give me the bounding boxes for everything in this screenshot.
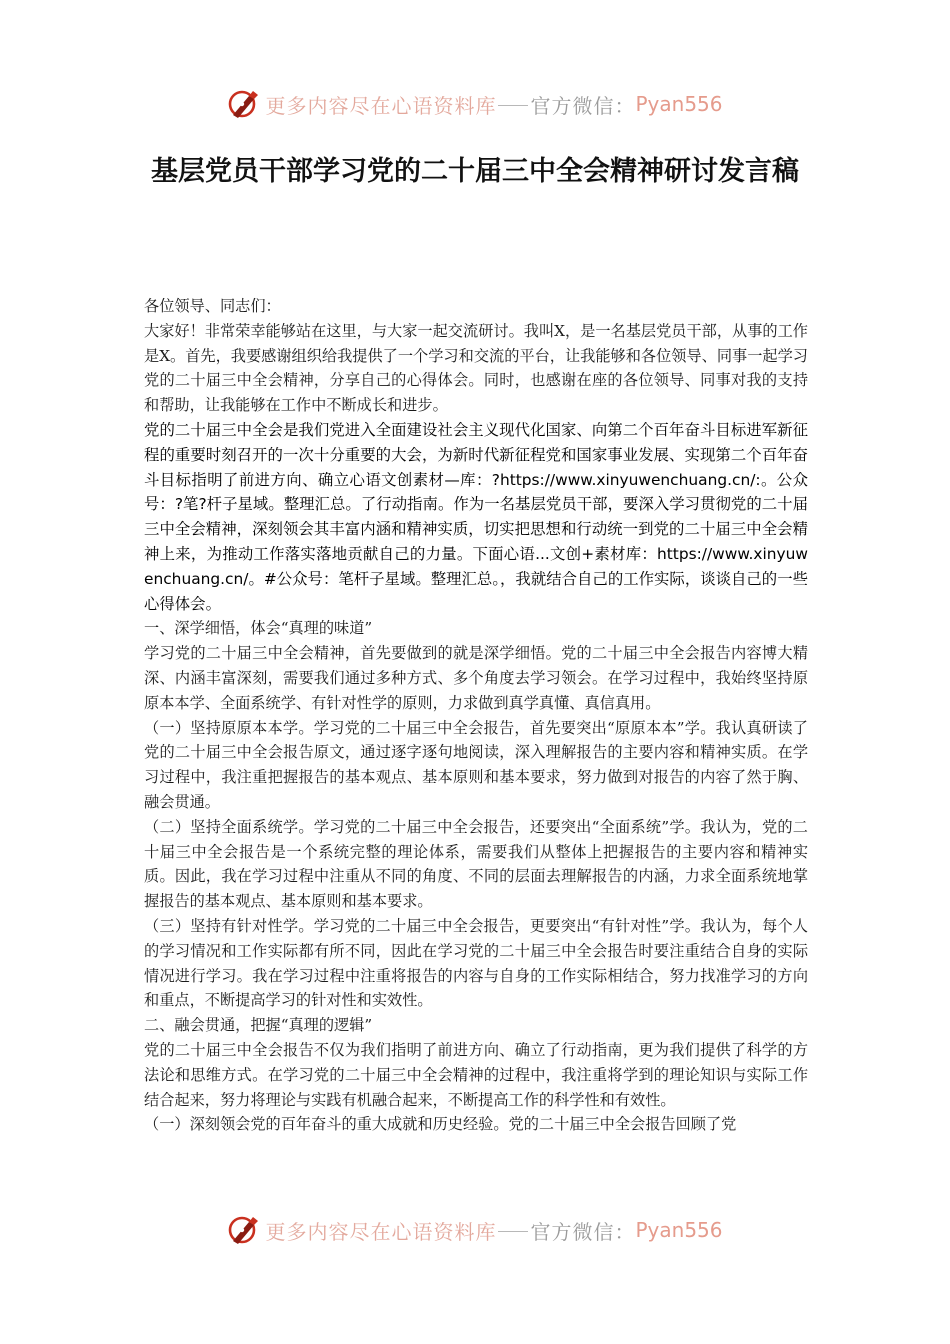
pen-nib-circle-icon xyxy=(227,1213,261,1247)
banner-handle: Pyan556 xyxy=(635,92,723,116)
body-paragraph: 党的二十届三中全会报告不仅为我们指明了前进方向、确立了行动指南，更为我们提供了科学的方法论和思维方式。在学习党的二十届三中全会精神的过程中，我注重将学到的理论知识与实际工作结合起来，努力将理论与实践有机融合起来，不断提高工作的科学性和有效性。 xyxy=(144,1040,808,1109)
document-title: 基层党员干部学习党的二十届三中全会精神研讨发言稿 xyxy=(151,156,799,187)
banner-dash xyxy=(498,1231,528,1232)
body-paragraph: （三）坚持有针对性学。学习党的二十届三中全会报告，更要突出“有针对性”学。我认为，每个人的学习情况和工作实际都有所不同，因此在学习党的二十届三中全会报告时要注重结合自身的实际情况进行学习。我在学习过程中注重将报告的内容与自身的工作实际相结合，努力找准学习的方向和重点，不断提高学习的针对性和实效性。 xyxy=(144,916,808,1010)
section-heading: 二、融会贯通，把握“真理的逻辑” xyxy=(144,1016,373,1035)
banner-text: 更多内容尽在心语资料库 xyxy=(265,1219,497,1244)
banner-contact-label: 官方微信： xyxy=(530,1219,636,1244)
header-watermark-banner xyxy=(0,84,950,124)
footer-watermark-banner xyxy=(0,1210,950,1250)
pen-nib-circle-icon xyxy=(227,87,261,121)
banner-dash xyxy=(498,105,528,106)
banner-handle: Pyan556 xyxy=(635,1218,723,1242)
banner-text: 更多内容尽在心语资料库 xyxy=(265,93,497,118)
body-paragraph: （一）坚持原原本本学。学习党的二十届三中全会报告，首先要突出“原原本本”学。我认真研读了党的二十届三中全会报告原文，通过逐字逐句地阅读，深入理解报告的主要内容和精神实质。在学习过程中，我注重把握报告的基本观点、基本原则和基本要求，努力做到对报告的内容了然于胸、融会贯通。 xyxy=(144,718,808,811)
body-paragraph: 学习党的二十届三中全会精神，首先要做到的就是深学细悟。党的二十届三中全会报告内容博大精深、内涵丰富深刻，需要我们通过多种方式、多个角度去学习领会。在学习过程中，我始终坚持原原本本学、全面系统学、有针对性学的原则，力求做到真学真懂、真信真用。 xyxy=(144,644,808,712)
body-paragraph-inserted: 党的二十届三中全会是我们党进入全面建设社会主义现代化国家、向第二个百年奋斗目标进军新征程的重要时刻召开的一次十分重要的大会，为新时代新征程党和国家事业发展、实现第二个百年奋斗目标指明了前进方向、确立心语文创素材—库：?https://www.xinyuwenchuang.cn/:。公众号：?笔?杆子星域。整理汇总。了行动指南。作为一名基层党员干部，要深入学习贯彻党的二十届三中全会精神，深刻领会其丰富内涵和精神实质，切实把思想和行动统一到党的二十届三中全会精神上来，为推动工作落实落地贡献自己的力量。下面心语...文创+素材库：https://www.xinyuwenchuang.cn/。#公众号：笔杆子星域。整理汇总。，我就结合自己的工作实际，谈谈自己的一些心得体会。 xyxy=(144,420,808,613)
banner-contact-label: 官方微信： xyxy=(530,93,636,118)
body-paragraph: （二）坚持全面系统学。学习党的二十届三中全会报告，还要突出“全面系统”学。我认为，党的二十届三中全会报告是一个系统完整的理论体系，需要我们从整体上把握报告的主要内容和精神实质。因此，我在学习过程中注重从不同的角度、不同的层面去理解报告的内涵，力求全面系统地掌握报告的基本观点、基本原则和基本要求。 xyxy=(144,817,808,911)
body-paragraph: （一）深刻领会党的百年奋斗的重大成就和历史经验。党的二十届三中全会报告回顾了党 xyxy=(144,1115,737,1134)
body-paragraph: 大家好！非常荣幸能够站在这里，与大家一起交流研讨。我叫X，是一名基层党员干部，从事的工作是X。首先，我要感谢组织给我提供了一个学习和交流的平台，让我能够和各位领导、同事一起学习党的二十届三中全会精神，分享自己的心得体会。同时，也感谢在座的各位领导、同事对我的支持和帮助，让我能够在工作中不断成长和进步。 xyxy=(144,321,808,415)
document-body xyxy=(144,294,808,1137)
salutation: 各位领导、同志们： xyxy=(144,297,281,315)
section-heading: 一、深学细悟，体会“真理的味道” xyxy=(144,619,373,638)
